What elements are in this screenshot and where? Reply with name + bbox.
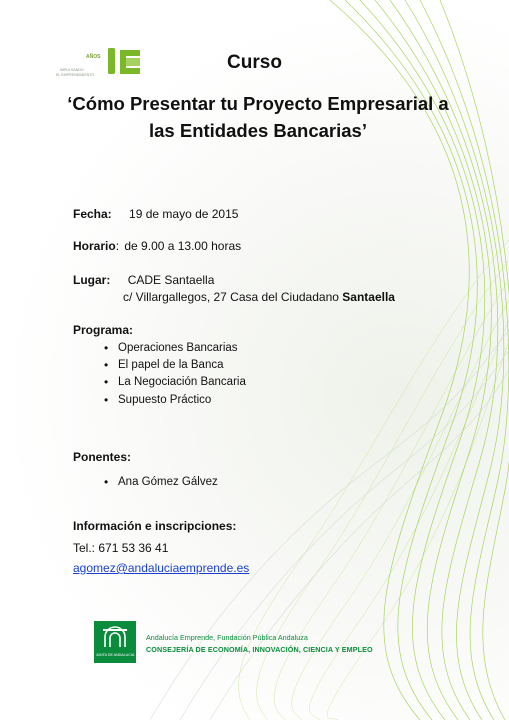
ponentes-label: Ponentes: bbox=[73, 450, 132, 464]
fecha-value: 19 de mayo de 2015 bbox=[129, 207, 239, 221]
logo-years-label: AÑOS bbox=[86, 54, 101, 60]
course-title: ‘Cómo Presentar tu Proyecto Empresarial a las Entidades Bancarias’ bbox=[67, 93, 449, 141]
footer-foundation-line: Andalucía Emprende, Fundación Pública Andaluza bbox=[146, 633, 308, 642]
lugar-label: Lugar: bbox=[73, 273, 111, 287]
info-label: Información e inscripciones: bbox=[73, 519, 237, 533]
ponente-item: • Ana Gómez Gálvez bbox=[104, 476, 218, 488]
info-heading bbox=[73, 519, 236, 533]
lugar-row bbox=[73, 273, 214, 287]
junta-andalucia-logo bbox=[94, 621, 136, 663]
lugar-value: CADE Santaella bbox=[127, 273, 215, 287]
lugar-address-text: c/ Villargallegos, 27 Casa del Ciudadano bbox=[123, 290, 343, 304]
ponentes-heading bbox=[73, 450, 131, 464]
telephone: Tel.: 671 53 36 41 bbox=[73, 541, 169, 555]
lugar-address-town: Santaella bbox=[342, 290, 395, 304]
horario-row bbox=[73, 239, 241, 253]
fecha-label: Fecha: bbox=[73, 207, 112, 221]
course-kicker: Curso bbox=[227, 52, 282, 73]
programa-label: Programa: bbox=[73, 323, 134, 337]
lugar-address bbox=[123, 290, 395, 304]
programa-item: • El papel de la Banca bbox=[104, 359, 224, 371]
horario-value: de 9.00 a 13.00 horas bbox=[124, 239, 242, 253]
programa-item: • Supuesto Práctico bbox=[104, 394, 211, 406]
horario-separator: : bbox=[115, 239, 120, 253]
fecha-row bbox=[73, 207, 238, 221]
footer-consejeria-line: CONSEJERÍA DE ECONOMÍA, INNOVACIÓN, CIENCIA Y EMPLEO bbox=[146, 645, 373, 654]
programa-heading bbox=[73, 323, 133, 337]
horario-label: Horario bbox=[73, 239, 116, 253]
email-link[interactable]: agomez@andaluciaemprende.es bbox=[73, 561, 250, 575]
logo-subtitle-line1: IMPULSANDO bbox=[60, 68, 84, 72]
programa-item: • Operaciones Bancarias bbox=[104, 342, 238, 354]
junta-badge-caption: JUNTA DE ANDALUCIA bbox=[95, 653, 135, 657]
programa-item: • La Negociación Bancaria bbox=[104, 376, 246, 388]
junta-arch-icon bbox=[94, 621, 136, 651]
logo-subtitle-line2: EL EMPRENDIMIENTO bbox=[56, 73, 95, 77]
